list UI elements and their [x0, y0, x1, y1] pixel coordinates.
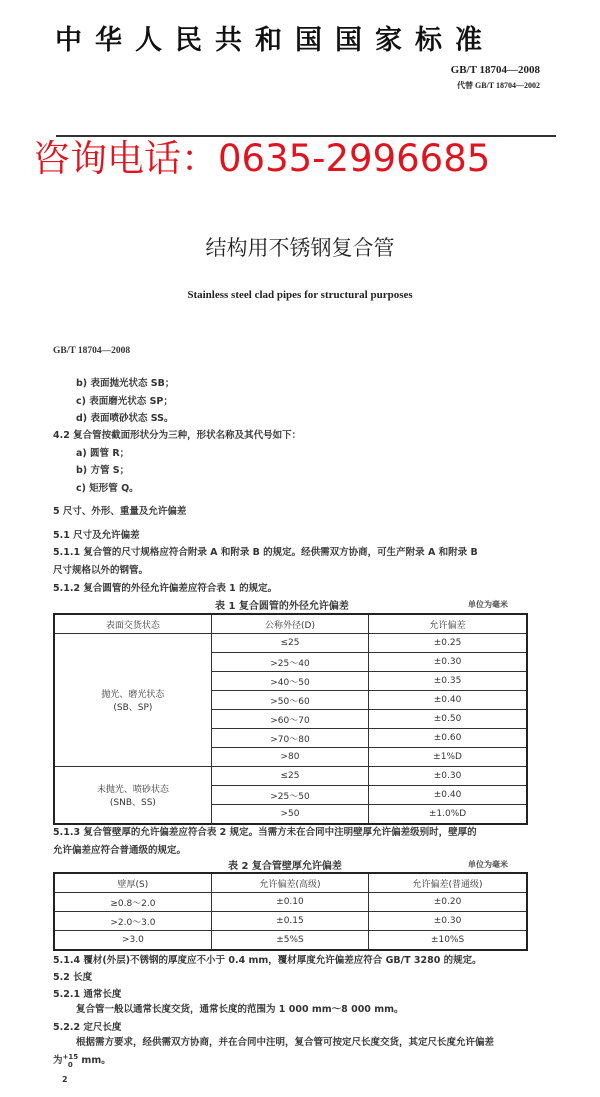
text-line: a) 圆管 R； [76, 448, 130, 459]
cell: >25～50 [211, 786, 368, 805]
cell: ±0.10 [211, 893, 368, 912]
cell: ±0.50 [369, 710, 527, 729]
text-line: 尺寸规格以外的钢管。 [53, 565, 149, 576]
text-line: 复合管一般以通常长度交货，通常长度的范围为 1 000 mm～8 000 mm。 [76, 1004, 404, 1015]
document-title-en: Stainless steel clad pipes for structural purposes [187, 289, 413, 301]
text-line: d) 表面喷砂状态 SS。 [76, 413, 174, 424]
state-label: 抛光、磨光状态 [101, 690, 165, 700]
cell: ±0.40 [369, 691, 527, 710]
table1 [53, 613, 528, 825]
page-number: 2 [62, 1075, 68, 1084]
table1-caption: 表 1 复合圆管的外径允许偏差 [215, 601, 349, 612]
cell: ±0.60 [369, 729, 527, 748]
table-header-row [54, 614, 527, 634]
section-heading: 5.2 长度 [53, 972, 93, 983]
page-header-code: GB/T 18704—2008 [53, 346, 131, 356]
cell: >70～80 [211, 729, 368, 748]
cell: ±0.30 [369, 912, 527, 931]
text-line: 4.2 复合管按截面形状分为三种，形状名称及其代号如下： [53, 430, 302, 441]
text-line: c) 表面磨光状态 SP； [76, 396, 173, 407]
cell: >60～70 [211, 710, 368, 729]
table-row [54, 893, 527, 912]
text-line: b) 方管 S； [76, 465, 130, 476]
state-cell [54, 634, 211, 767]
table-row [54, 767, 527, 786]
cell: ±0.35 [369, 672, 527, 691]
header-cell: 壁厚(S) [54, 873, 211, 893]
state-code: (SNB、SS) [109, 798, 156, 808]
table2 [53, 872, 528, 951]
cell: ±10%S [369, 931, 527, 951]
state-label: 未抛光、喷砂状态 [96, 785, 169, 795]
text-line: c) 矩形管 Q。 [76, 483, 139, 494]
cell: ≤25 [211, 634, 368, 653]
table-row [54, 931, 527, 951]
section-heading: 5.1 尺寸及允许偏差 [53, 530, 140, 541]
cell: ±1%D [369, 748, 527, 767]
cell: ±5%S [211, 931, 368, 951]
cell: ±0.30 [369, 767, 527, 786]
cell: >40～50 [211, 672, 368, 691]
section-heading: 5.2.1 通常长度 [53, 989, 122, 1000]
table2-caption: 表 2 复合管壁厚允许偏差 [228, 861, 342, 872]
tolerance-lower: 0 [67, 1060, 73, 1069]
state-cell [54, 767, 211, 825]
cell: >80 [211, 748, 368, 767]
text-line: 允许偏差应符合普通级的规定。 [53, 845, 187, 856]
cell: ±0.30 [369, 653, 527, 672]
header-cell: 公称外径(D) [211, 614, 368, 634]
text-line: 5.1.1 复合管的尺寸规格应符合附录 A 和附录 B 的规定。经供需双方协商，可生产附录 A 和附录 B [53, 547, 478, 558]
cell: ±1.0%D [369, 805, 527, 825]
cell: >50 [211, 805, 368, 825]
text-line: 5.1.2 复合圆管的外径允许偏差应符合表 1 的规定。 [53, 583, 278, 594]
header-cell: 允许偏差 [369, 614, 527, 634]
table-header-row [54, 873, 527, 893]
section-heading: 5.2.2 定尺长度 [53, 1022, 122, 1033]
standard-code: GB/T 18704—2008 [450, 64, 540, 76]
cell: ±0.20 [369, 893, 527, 912]
cell: >50～60 [211, 691, 368, 710]
text-line: 5.1.3 复合管壁厚的允许偏差应符合表 2 规定。当需方未在合同中注明壁厚允许偏差级别时，壁厚的 [53, 827, 477, 838]
cell: ±0.25 [369, 634, 527, 653]
tolerance-unit: mm。 [78, 1055, 111, 1066]
cell: >2.0～3.0 [54, 912, 211, 931]
table-row [54, 634, 527, 653]
tolerance-upper: +15 [62, 1052, 79, 1061]
section-heading: 5 尺寸、外形、重量及允许偏差 [53, 506, 187, 517]
text-line: 5.1.4 覆材(外层)不锈钢的厚度应不小于 0.4 mm，覆材厚度允许偏差应符合 GB/T 3280 的规定。 [53, 955, 482, 966]
cell: ±0.15 [211, 912, 368, 931]
table2-unit: 单位为毫米 [468, 860, 508, 869]
cell: >3.0 [54, 931, 211, 951]
document-title: 结构用不锈钢复合管 [205, 236, 395, 260]
text-line: 根据需方要求，经供需双方协商，并在合同中注明，复合管可按定尺长度交货，其定尺长度允许偏差 [76, 1037, 495, 1048]
cell: >25～40 [211, 653, 368, 672]
phone-watermark: 咨询电话：0635-2996685 [33, 137, 491, 180]
header-cell: 表面交货状态 [54, 614, 211, 634]
tolerance-prefix: 为 [53, 1055, 63, 1066]
text-line: b) 表面抛光状态 SB； [76, 378, 175, 389]
cell: ≤25 [211, 767, 368, 786]
header-cell: 允许偏差(高级) [211, 873, 368, 893]
cell: ±0.40 [369, 786, 527, 805]
replaces-code: 代替 GB/T 18704—2002 [457, 81, 540, 90]
national-standard-heading: 中华人民共和国国家标准 [55, 25, 495, 56]
tolerance-line [53, 1052, 111, 1069]
state-code: (SB、SP) [113, 703, 153, 713]
table-row [54, 912, 527, 931]
table1-unit: 单位为毫米 [468, 600, 508, 609]
header-cell: 允许偏差(普通级) [369, 873, 527, 893]
cell: ≥0.8～2.0 [54, 893, 211, 912]
